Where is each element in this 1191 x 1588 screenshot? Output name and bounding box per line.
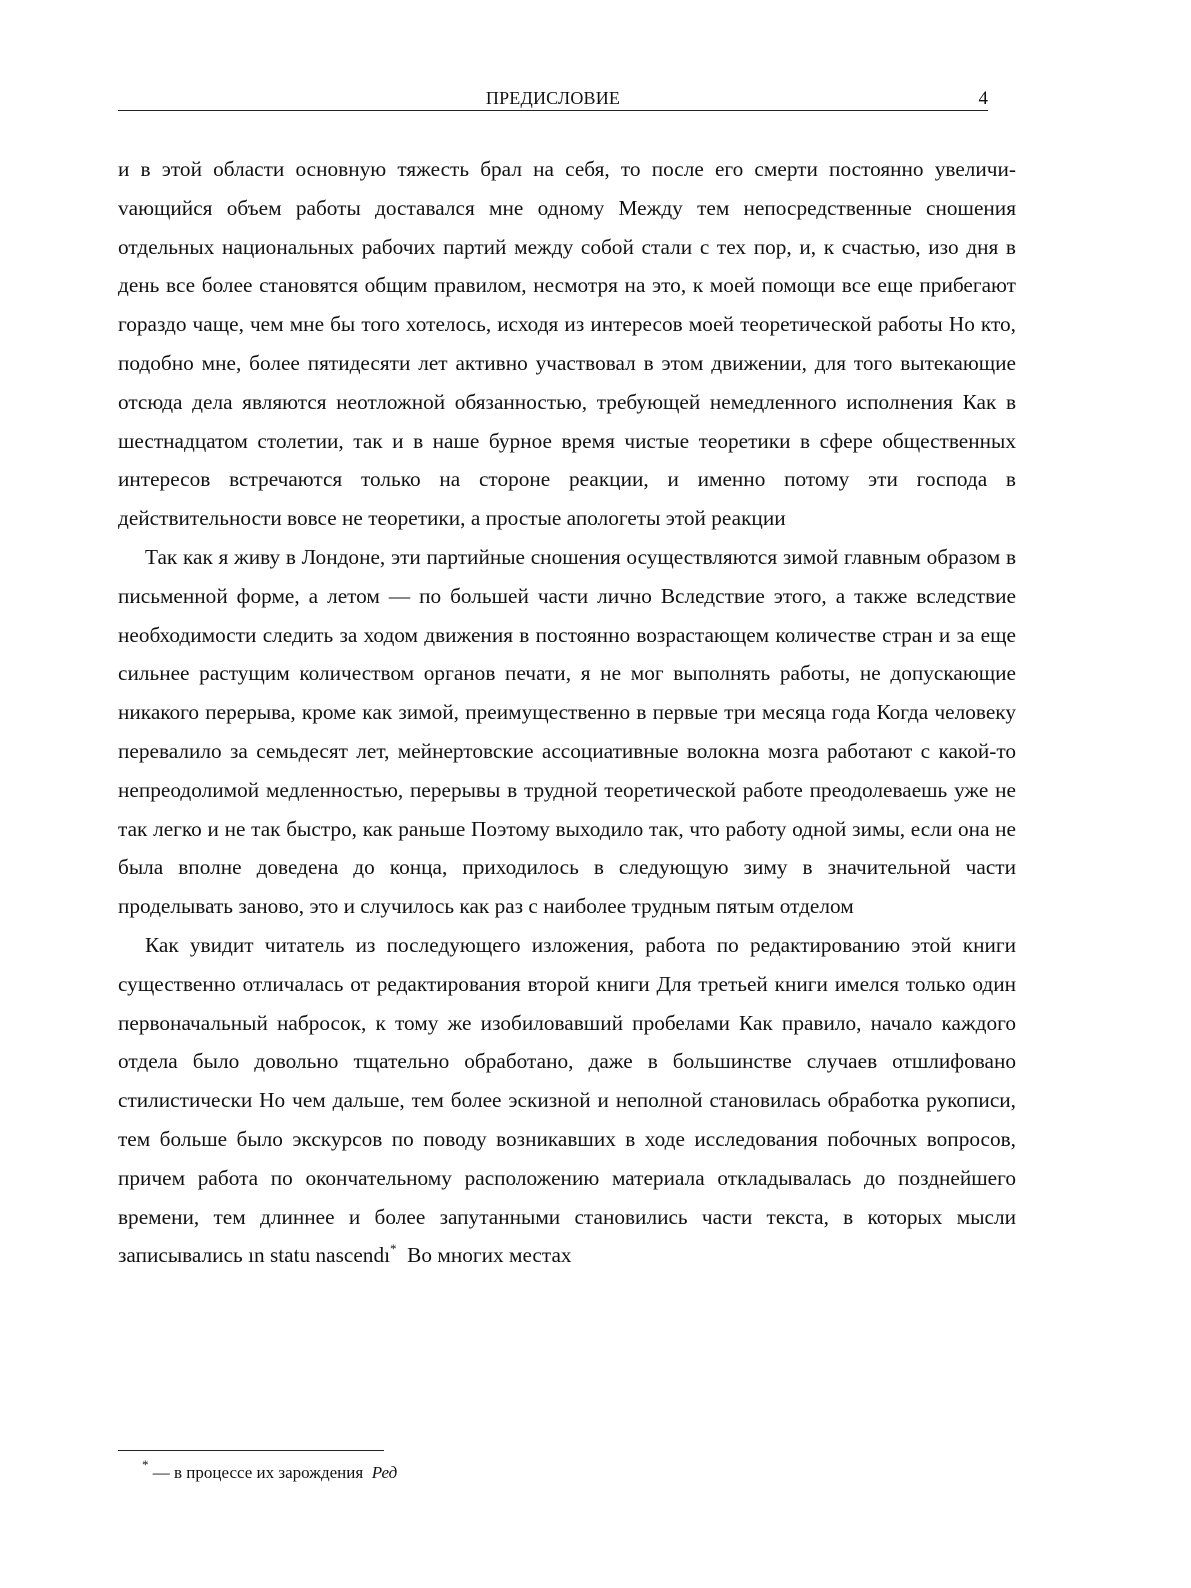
footnote-editor-abbrev: Ред bbox=[371, 1463, 398, 1482]
footnote-mark: * bbox=[142, 1457, 149, 1472]
footnote-reference: * bbox=[390, 1241, 397, 1257]
running-head-title: ПРЕДИСЛОВИЕ bbox=[485, 88, 621, 108]
paragraph-1: и в этой области основную тяжесть брал на себя, то после его смерти постоянно увеличиvающийся объем работы доставался мне одному Между тем непосредственные сношения отдельных национальных рабочих партий между собой стали с тех пор, и, к счастью, изо дня в день все более становятся общим правилом, несмотря на это, к моей помощи все еще прибегают гораздо чаще, чем мне бы того хотелось, исходя из интересов моей теоретической работы Но кто, подобно мне, более пятидесяти лет активно участвовал в этом движении, для того вытекающие отсюда дела являются неотложной обязанностью, требующей немедленного исполнения Как в шестнадцатом столетии, так и в наше бурное время чистые теоретики в сфере общественных интересов встречаются только на стороне реакции, и именно потому эти господа в действительности вовсе не теоретики, а простые апологеты этой реакции bbox=[118, 157, 1016, 531]
paragraph-2: Так как я живу в Лондоне, эти партийные сношения осуществляются зимой главным образом в письменной форме, а летом — по большей части лично Вследствие этого, а также вследствие необходимости следить за ходом движения в постоянно возрастающем количестве стран и за еще сильнее растущим количеством органов печати, я не мог выполнять работы, не допускающие никакого перерыва, кроме как зимой, преимущественно в первые три месяца года Когда человеку перевалило за семьдесят лет, мейнертовские ассоциативные волокна мозга работают с какой-то непреодолимой медленностью, перерывы в трудной теоретической работе преодолеваешь уже не так легко и не так быстро, как раньше Поэтому выходило так, что работу одной зимы, если она не была вполне доведена до конца, приходилось в следующую зиму в значительной части проделывать заново, это и случилось как раз с наиболее трудным пятым отделом bbox=[118, 544, 1016, 919]
paragraph-3 bbox=[118, 926, 1016, 1275]
paragraph-3-tail: Во многих местах bbox=[396, 1243, 572, 1268]
page-number: 4 bbox=[978, 88, 988, 109]
footnote-divider bbox=[118, 1450, 384, 1451]
running-head bbox=[118, 88, 988, 111]
footnote-text: — в процессе их зарождения bbox=[148, 1463, 372, 1482]
body-text bbox=[118, 150, 1016, 1275]
footnote bbox=[142, 1457, 398, 1484]
paragraph-3-text: Как увидит читатель из последующего изложения, работа по редактированию этой книги существенно отличалась от редактирования второй книги Для третьей книги имелся только один первоначальный набросок, к тому же изобиловавший пробелами Как правило, начало каждого отдела было довольно тщательно обработано, даже в большинстве случаев отшлифовано стилистически Но чем дальше, тем более эскизной и неполной становилась обработка рукописи, тем больше было экскурсов по поводу возникавших в ходе исследования побочных вопросов, причем работа по окончательному расположению материала откладывалась до позднейшего времени, тем длиннее и более запутанными становились части текста, в которых мысли записывались ın statu nascendı bbox=[118, 932, 1016, 1268]
